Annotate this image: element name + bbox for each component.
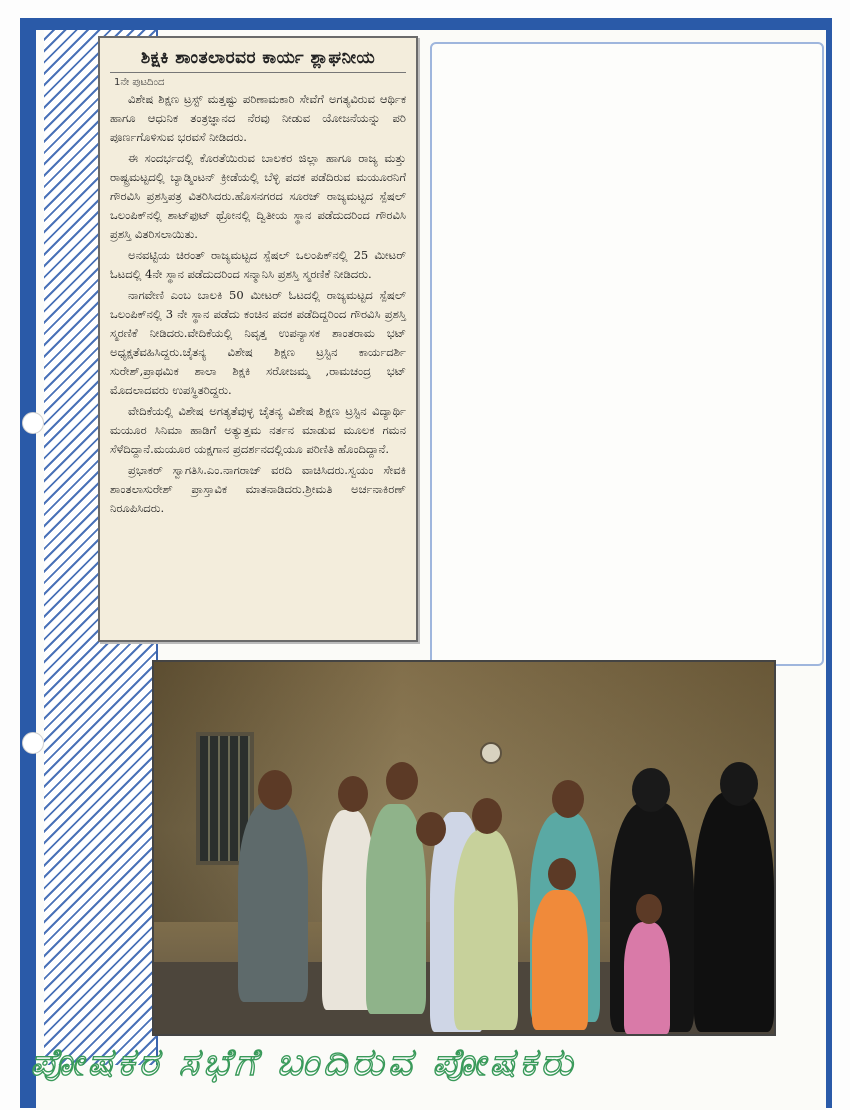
photo-person-head [636,894,662,924]
group-photo [152,660,776,1036]
photo-person-head [338,776,368,812]
clipping-paragraph: ಈ ಸಂದರ್ಭದಲ್ಲಿ ಕೊರತೆಯಿರುವ ಬಾಲಕರ ಜಿಲ್ಲಾ ಹಾಗೂ ರಾಜ್ಯ ಮತ್ತು ರಾಷ್ಟ್ರಮಟ್ಟದಲ್ಲಿ ಬ್ಯಾಡ್ಮಿಂಟನ್ ಕ್ರೀಡೆಯಲ್ಲಿ ಬೆಳ್ಳಿ ಪದಕ ಪಡೆದಿರುವ ಮಯೂರನಿಗೆ ಗೌರವಿಸಿ ಪ್ರಶಸ್ತಿಪತ್ರ ವಿತರಿಸಿದರು.ಹೊಸನಗರದ ಸೂರಜ್ ರಾಜ್ಯಮಟ್ಟದ ಸ್ಪೆಷಲ್ ಒಲಂಪಿಕ್‌ನಲ್ಲಿ ಶಾಟ್‌ಫುಟ್ ಥ್ರೋನಲ್ಲಿ ದ್ವಿತೀಯ ಸ್ಥಾನ ಪಡೆದುದರಿಂದ ಗೌರವಿಸಿ ಪ್ರಶಸ್ತಿ ವಿತರಿಸಲಾಯಿತು. [110,151,406,241]
photo-person [454,830,518,1030]
photo-person-head [472,798,502,834]
photo-person-head [552,780,584,818]
photo-person-head [258,770,292,810]
punch-hole-bottom [22,732,44,754]
photo-person [532,890,588,1030]
blank-photo-slot [430,42,824,666]
photo-person-head [386,762,418,800]
clipping-paragraph: ಪ್ರಭಾಕರ್ ಸ್ವಾಗತಿಸಿ.ಎಂ.ನಾಗರಾಜ್ ವರದಿ ವಾಚಿಸಿದರು.ಸ್ವಯಂ ಸೇವಕಿ ಶಾಂತಲಾಸುರೇಶ್ ಪ್ರಾಸ್ತಾವಿಕ ಮಾತನಾಡಿದರು.ಶ್ರೀಮತಿ ಅರ್ಚನಾಕಿರಣ್ ನಿರೂಪಿಸಿದರು. [110,463,406,515]
clipping-headline: ಶಿಕ್ಷಕಿ ಶಾಂತಲಾರವರ ಕಾರ್ಯ ಶ್ಲಾಘನೀಯ [110,38,406,73]
clipping-paragraph: ವೇದಿಕೆಯಲ್ಲಿ ವಿಶೇಷ ಅಗತ್ಯತೆವುಳ್ಳ ಚೈತನ್ಯ ವಿಶೇಷ ಶಿಕ್ಷಣ ಟ್ರಸ್ಟಿನ ವಿದ್ಯಾರ್ಥಿ ಮಯೂರ ಸಿನಿಮಾ ಹಾಡಿಗೆ ಅತ್ಯುತ್ತಮ ನರ್ತನ ಮಾಡುವ ಮೂಲಕ ಗಮನ ಸೆಳೆದಿದ್ದಾನೆ.ಮಯೂರ ಯಕ್ಷಗಾನ ಪ್ರದರ್ಶನದಲ್ಲಿಯೂ ಪರಿಣಿತಿ ಹೊಂದಿದ್ದಾನೆ. [110,404,406,456]
clipping-dateline: 1ನೇ ಪುಟದಿಂದ [114,77,165,88]
photo-person-head [632,768,670,812]
photo-person [694,792,774,1032]
photo-person [624,922,670,1034]
punch-hole-top [22,412,44,434]
photo-person-head [548,858,576,890]
photo-person-head [416,812,446,846]
clipping-paragraph: ನಾಗವೇಣಿ ಎಂಬ ಬಾಲಕಿ 50 ಮೀಟರ್ ಓಟದಲ್ಲಿ ರಾಜ್ಯಮಟ್ಟದ ಸ್ಪೆಷಲ್ ಒಲಂಪಿಕ್‌ನಲ್ಲಿ 3 ನೇ ಸ್ಥಾನ ಪಡೆದು ಕಂಚಿನ ಪದಕ ಪಡೆದಿದ್ದರಿಂದ ಗೌರವಿಸಿ ಪ್ರಶಸ್ತಿ ಸ್ಮರಣಿಕೆ ನೀಡಿದರು.ವೇದಿಕೆಯಲ್ಲಿ ನಿವೃತ್ತ ಉಪನ್ಯಾಸಕ ಶಾಂತರಾಮ ಭಟ್ ಅಧ್ಯಕ್ಷತೆವಹಿಸಿದ್ದರು.ಚೈತನ್ಯ ವಿಶೇಷ ಶಿಕ್ಷಣ ಟ್ರಸ್ಟಿನ ಕಾರ್ಯದರ್ಶಿ ಸುರೇಶ್,ಪ್ರಾಥಮಿಕ ಶಾಲಾ ಶಿಕ್ಷಕಿ ಸರೋಜಮ್ಮ ,ರಾಮಚಂದ್ರ ಭಟ್ ಮೊದಲಾದವರು ಉಪಸ್ಥಿತರಿದ್ದರು. [110,288,406,397]
clipping-paragraph: ಅನವಟ್ಟಿಯ ಚಿರಂತ್ ರಾಜ್ಯಮಟ್ಟದ ಸ್ಪೆಷಲ್ ಒಲಂಪಿಕ್‌ನಲ್ಲಿ 25 ಮೀಟರ್ ಓಟದಲ್ಲಿ 4ನೇ ಸ್ಥಾನ ಪಡೆದುದರಿಂದ ಸನ್ಮಾನಿಸಿ ಪ್ರಶಸ್ತಿ ಸ್ಮರಣಿಕೆ ನೀಡಿದರು. [110,248,406,281]
photo-person-head [720,762,758,806]
wall-clock-icon [480,742,502,764]
clipping-paragraph: ವಿಶೇಷ ಶಿಕ್ಷಣ ಟ್ರಸ್ಟ್ ಮತ್ತಷ್ಟು ಪರಿಣಾಮಕಾರಿ ಸೇವೆಗೆ ಅಗತ್ಯವಿರುವ ಆರ್ಥಿಕ ಹಾಗೂ ಆಧುನಿಕ ತಂತ್ರಜ್ಞಾನದ ನೆರವು ನೀಡುವ ಯೋಜನೆಯನ್ನು ಪರಿ ಪೂರ್ಣಗೊಳಿಸುವ ಭರವಸೆ ನೀಡಿದರು. [110,92,406,144]
handwritten-caption: ಪೋಷಕರ ಸಭೆಗೆ ಬಂದಿರುವ ಪೋಷಕರು [30,1040,577,1084]
newspaper-clipping [98,36,418,642]
photo-person [238,802,308,1002]
